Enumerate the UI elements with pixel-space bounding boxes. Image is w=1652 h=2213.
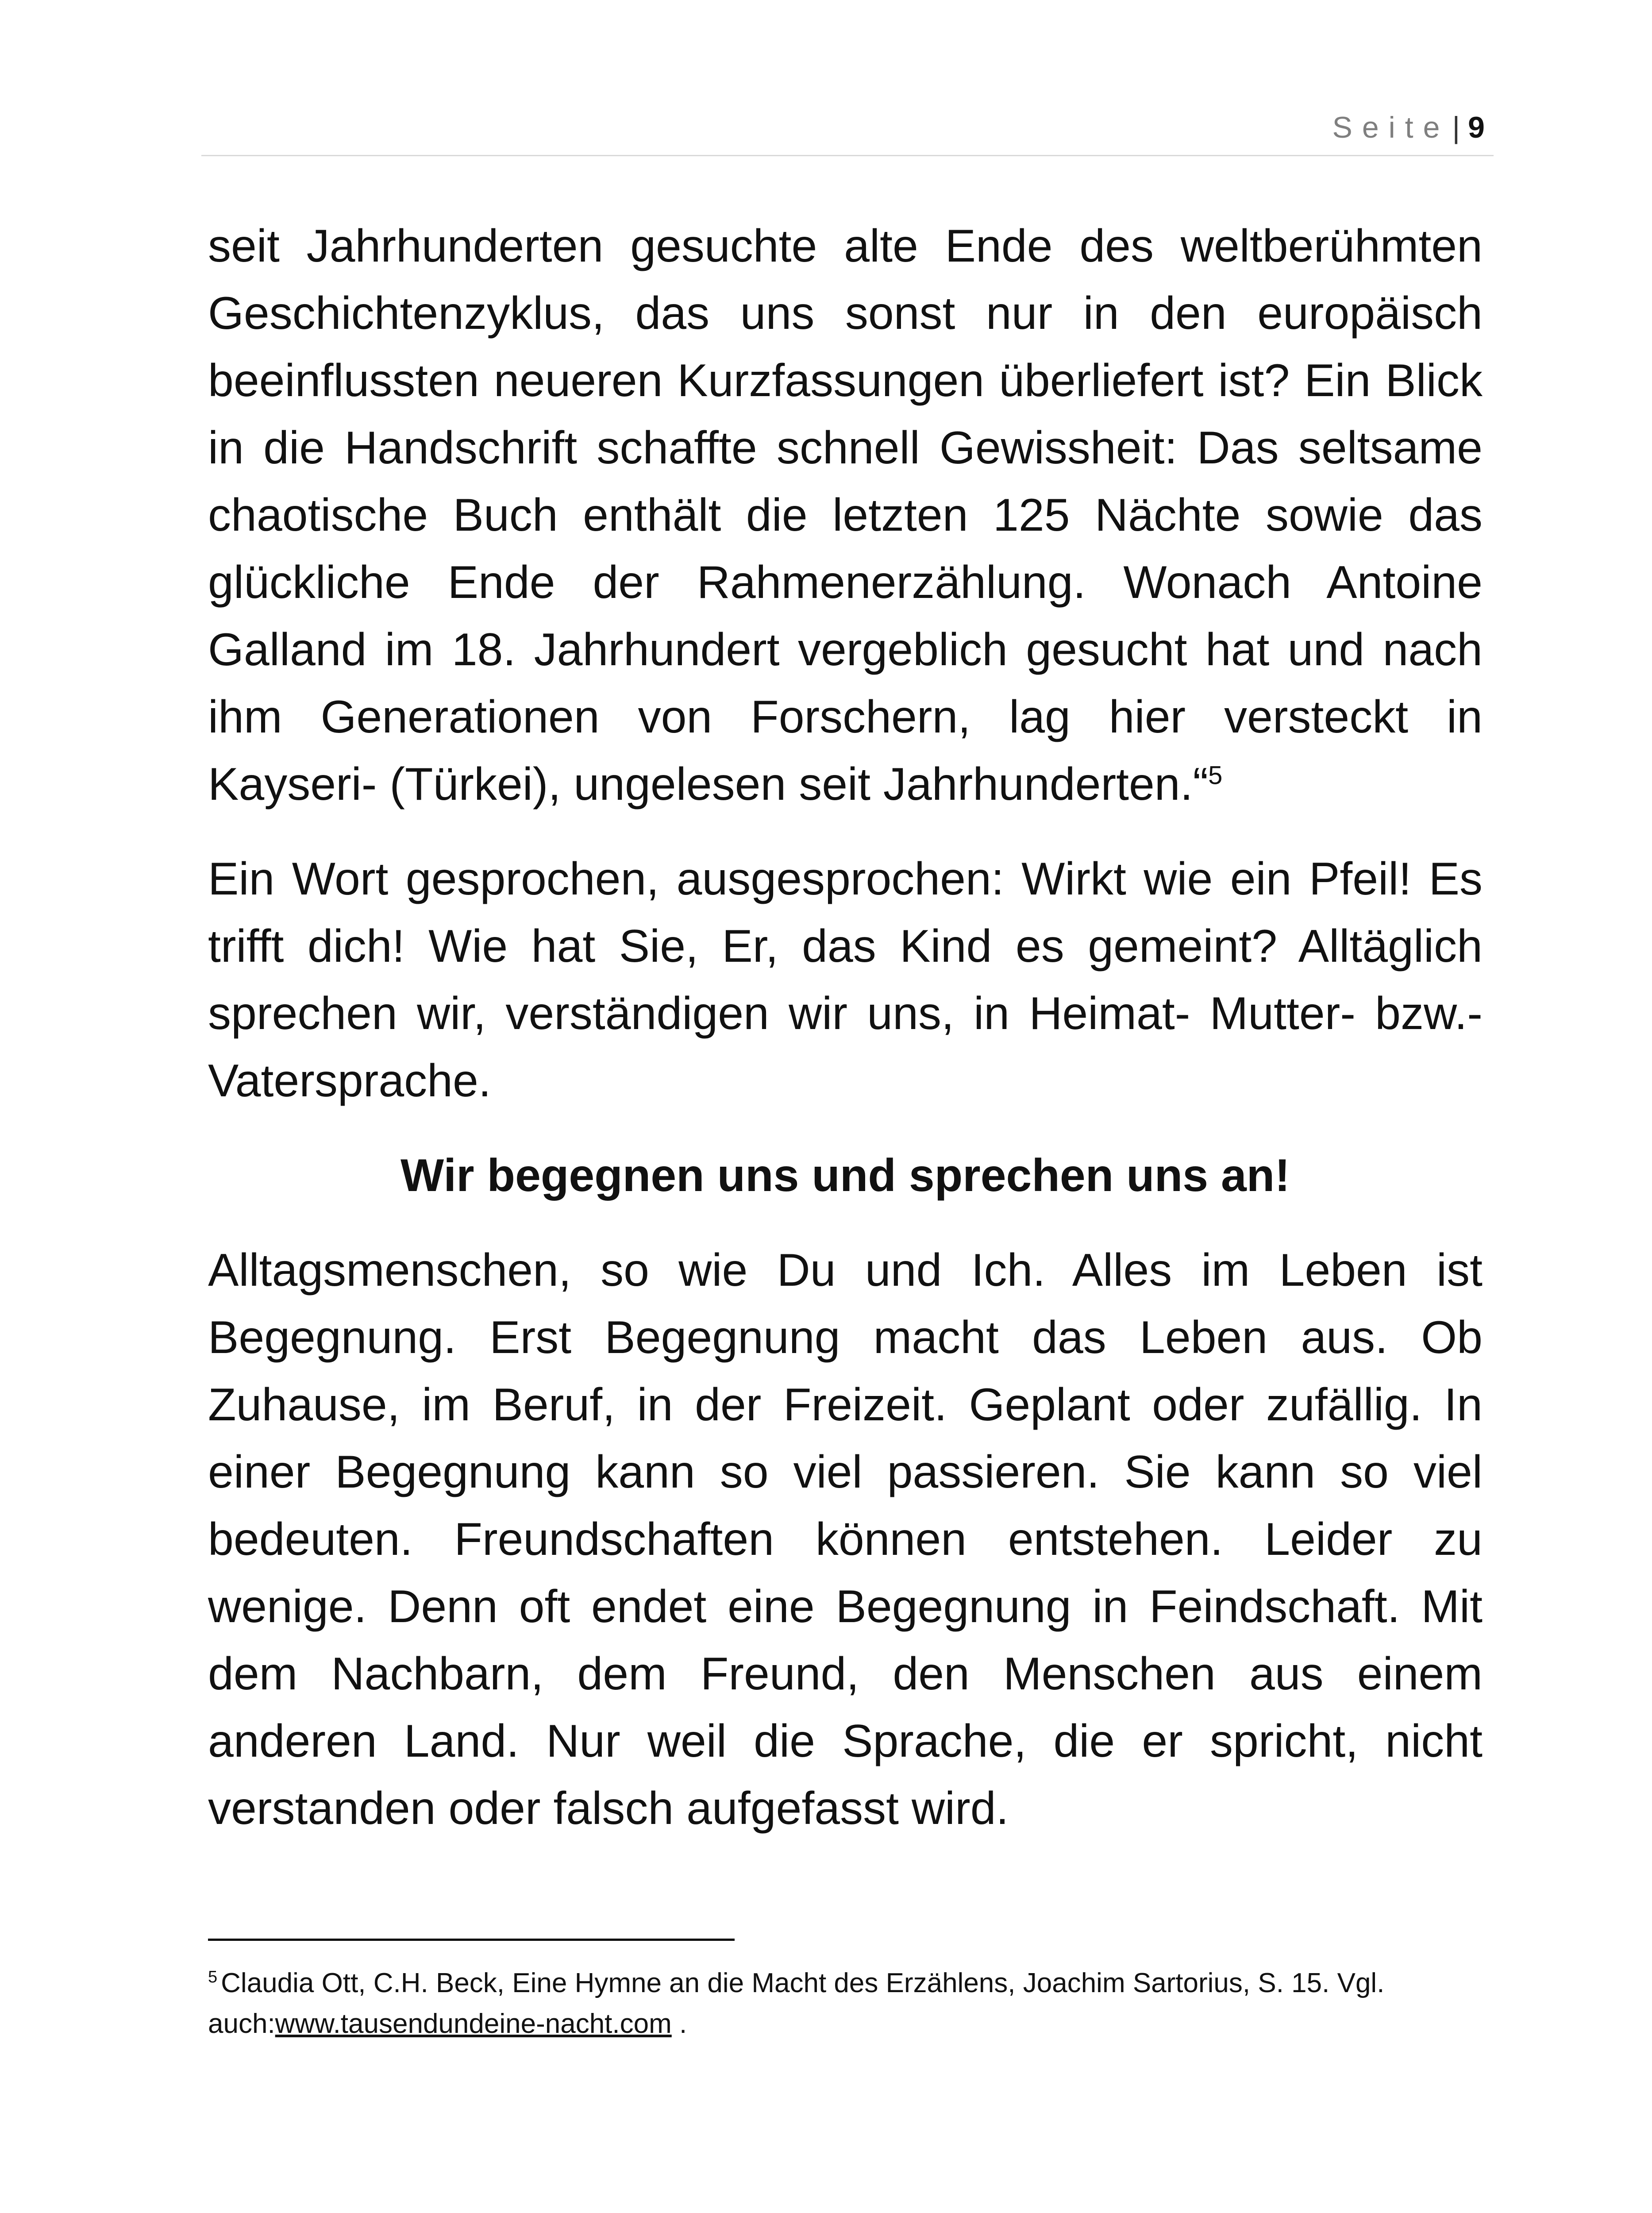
footnote-divider xyxy=(208,1939,735,1941)
paragraph-1-text: seit Jahrhunderten gesuchte alte Ende des weltberühmten Geschichtenzyklus, das uns sonst nur in den europäisch beeinflussten neueren Kurzfassungen überliefert ist? Ein Blick in die Handschrift schaffte schnell Gewissheit: Das seltsame chaotische Buch enthält die letzten 125 Nächte sowie das glückliche Ende der Rahmenerzählung. Wonach Antoine Galland im 18. Jahrhundert vergeblich gesucht hat und nach ihm Generationen von Forschern, lag hier versteckt in Kayseri- (Türkei), ungelesen seit Jahrhunderten.“ xyxy=(208,220,1483,810)
section-heading: Wir begegnen uns und sprechen uns an! xyxy=(400,1150,1290,1201)
footnote xyxy=(208,1963,1483,2044)
footnote-link[interactable]: www.tausendundeine-nacht.com xyxy=(275,2009,672,2039)
paragraph-3: Alltagsmenschen, so wie Du und Ich. Alles im Leben ist Begegnung. Erst Begegnung macht das Leben aus. Ob Zuhause, im Beruf, in der Freizeit. Geplant oder zufällig. In einer Begegnung kann so viel passieren. Sie kann so viel bedeuten. Freundschaften können entstehen. Leider zu wenige. Denn oft endet eine Begegnung in Feindschaft. Mit dem Nachbarn, dem Freund, den Menschen aus einem anderen Land. Nur weil die Sprache, die er spricht, nicht verstanden oder falsch aufgefasst wird. xyxy=(208,1245,1483,1834)
page-label: Seite xyxy=(1332,111,1450,144)
main-text xyxy=(208,212,1483,1870)
footnote-trailing: . xyxy=(671,2009,687,2039)
footnote-text: Claudia Ott, C.H. Beck, Eine Hymne an die Macht des Erzählens, Joachim Sartorius, S. 15. Vgl. auch: xyxy=(208,1968,1385,2039)
page-indicator xyxy=(1332,110,1485,145)
page-separator: | xyxy=(1452,111,1460,144)
page-number: 9 xyxy=(1468,111,1485,144)
footnote-number: 5 xyxy=(208,1968,218,1987)
footnote-reference[interactable]: 5 xyxy=(1208,761,1223,790)
paragraph-2: Ein Wort gesprochen, ausgesprochen: Wirkt wie ein Pfeil! Es trifft dich! Wie hat Sie, Er, das Kind es gemeint? Alltäglich sprechen wir, verständigen wir uns, in Heimat- Mutter- bzw.- Vatersprache. xyxy=(208,853,1483,1106)
paragraph-1 xyxy=(208,212,1483,818)
page-header xyxy=(201,106,1494,156)
